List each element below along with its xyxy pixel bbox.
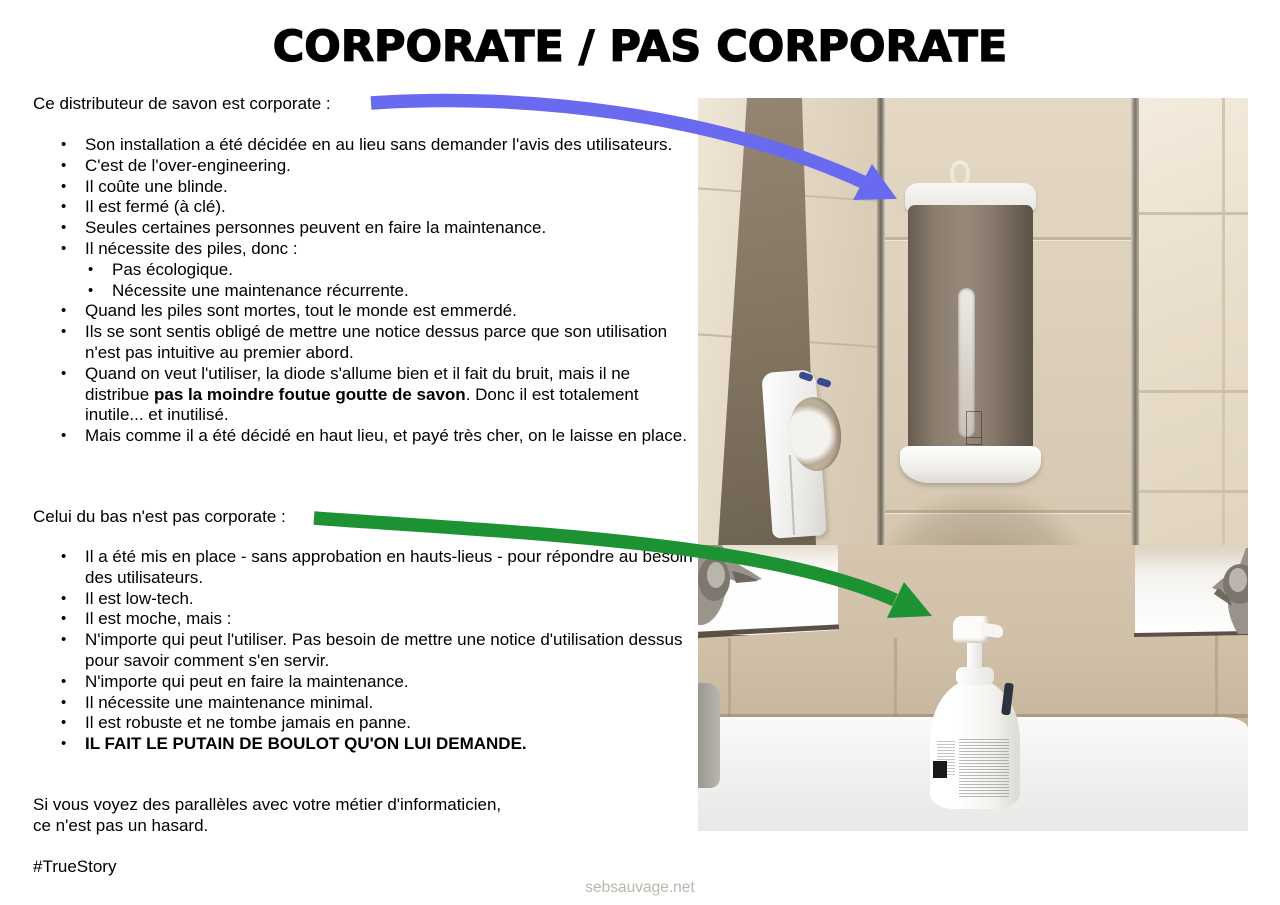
text-segment: Il nécessite une maintenance minimal. — [85, 692, 374, 712]
pump-stem — [967, 641, 982, 669]
list-item-text — [85, 426, 687, 445]
automatic-soap-dispenser — [898, 183, 1043, 483]
list-item-text — [112, 260, 233, 279]
text-segment: Quand les piles sont mortes, tout le monde est emmerdé. — [85, 301, 517, 321]
list-item-text — [85, 218, 546, 237]
corporate-heading: Ce distributeur de savon est corporate : — [33, 94, 331, 113]
grout-line — [1222, 98, 1225, 547]
faucet-reflection — [1168, 548, 1248, 638]
grout-line — [1139, 490, 1248, 493]
list-item-text — [85, 322, 667, 362]
list-item — [85, 197, 693, 218]
corporate-list — [33, 135, 693, 447]
notice-sticker — [966, 411, 982, 445]
pump-soap-bottle — [923, 613, 1027, 813]
faucet-edge — [698, 683, 720, 788]
text-segment: Quand on veut l'utiliser, la diode s'allume bien et il fait du bruit, mais il ne distribue — [85, 363, 631, 404]
grout-line — [1139, 390, 1248, 393]
page-title: CORPORATE / PAS CORPORATE — [272, 22, 1008, 72]
text-segment: Il a été mis en place - sans approbation en hauts-lieus - pour répondre au besoin des utilisateurs. — [85, 547, 693, 587]
text-segment: Il coûte une blinde. — [85, 176, 228, 196]
list-item-text — [85, 609, 231, 628]
text-segment: . Donc il est totalement inutile... et inutilisé. — [85, 384, 639, 425]
list-item-text — [85, 197, 226, 216]
list-item — [85, 672, 693, 693]
pas-corporate-heading: Celui du bas n'est pas corporate : — [33, 507, 286, 526]
footer-line-2: ce n'est pas un hasard. — [33, 815, 209, 835]
list-item — [85, 322, 693, 364]
list-item — [85, 734, 693, 755]
dryer-nozzle — [816, 377, 831, 388]
footer-text — [33, 795, 501, 837]
right-wall-tiles — [1139, 98, 1248, 547]
list-item-text — [85, 301, 517, 320]
grout-line — [728, 638, 731, 725]
hashtag: #TrueStory — [33, 857, 117, 876]
list-item — [85, 589, 693, 610]
text-segment: Il est robuste et ne tombe jamais en panne. — [85, 713, 412, 733]
mirror-edge — [1131, 98, 1139, 547]
list-item-text — [85, 239, 298, 258]
bathroom-photo — [698, 98, 1248, 831]
text-segment: C'est de l'over-engineering. — [85, 155, 291, 175]
bottle-label — [959, 739, 1009, 797]
list-item — [85, 713, 693, 734]
pump-collar — [956, 667, 994, 685]
grout-line — [894, 638, 897, 725]
list-item — [85, 218, 693, 239]
text-segment: Nécessite une maintenance récurrente. — [112, 280, 409, 300]
text-segment: Son installation a été décidée en au lieu sans demander l'avis des utilisateurs. — [85, 135, 673, 154]
bottle-label-barcode — [933, 761, 947, 778]
hand-dryer — [755, 365, 847, 543]
list-item — [85, 609, 693, 630]
list-item-text — [85, 734, 527, 753]
dispenser-bottom-cap — [900, 446, 1041, 483]
pas-corporate-list — [33, 547, 693, 755]
text-segment: Pas écologique. — [112, 259, 233, 279]
text-segment: Il est fermé (à clé). — [85, 197, 226, 217]
list-item — [85, 177, 693, 198]
list-item-text — [85, 693, 373, 712]
faucet-reflection — [698, 545, 802, 637]
list-item — [85, 364, 693, 426]
list-item — [85, 547, 693, 589]
list-item-text — [85, 156, 291, 175]
list-item — [112, 281, 693, 302]
list-item-text — [112, 281, 409, 300]
text-segment: N'importe qui peut l'utiliser. Pas besoin de mettre une notice d'utilisation dessus pour savoir comment s'en servir. — [85, 630, 683, 670]
list-item-text — [85, 547, 693, 587]
notice-sticker-line — [966, 437, 982, 438]
text-segment: IL FAIT LE PUTAIN DE BOULOT QU'ON LUI DEMANDE. — [85, 734, 527, 754]
list-item — [85, 426, 693, 447]
list-item-text — [85, 177, 228, 196]
list-item — [112, 260, 693, 281]
text-segment: Il nécessite des piles, donc : — [85, 238, 298, 258]
grout-line — [1139, 212, 1248, 215]
text-segment: Il est low-tech. — [85, 588, 194, 608]
text-segment: Mais comme il a été décidé en haut lieu, et payé très cher, on le laisse en place. — [85, 426, 687, 446]
list-item-text — [85, 364, 639, 425]
list-item-text — [85, 672, 409, 691]
text-segment: pas la moindre foutue goutte de savon — [153, 384, 466, 404]
list-item-text — [85, 135, 672, 154]
list-item — [85, 301, 693, 322]
list-item-text — [85, 713, 411, 732]
list-item — [85, 135, 693, 156]
text-segment: Ils se sont sentis obligé de mettre une notice dessus parce que son utilisation n'est pas intuitive au premier abord. — [85, 322, 668, 362]
list-item-text — [85, 630, 683, 670]
list-item — [85, 630, 693, 672]
footer-line-1: Si vous voyez des parallèles avec votre métier d'informaticien, — [33, 795, 502, 814]
text-segment: Seules certaines personnes peuvent en faire la maintenance. — [85, 218, 547, 238]
sub-list — [85, 260, 693, 302]
text-segment: N'importe qui peut en faire la maintenance. — [85, 671, 409, 691]
list-item-text — [85, 589, 194, 608]
list-item — [85, 156, 693, 177]
list-item — [85, 239, 693, 301]
list-item — [85, 693, 693, 714]
watermark: sebsauvage.net — [585, 879, 695, 896]
text-segment: Il est moche, mais : — [85, 609, 232, 629]
